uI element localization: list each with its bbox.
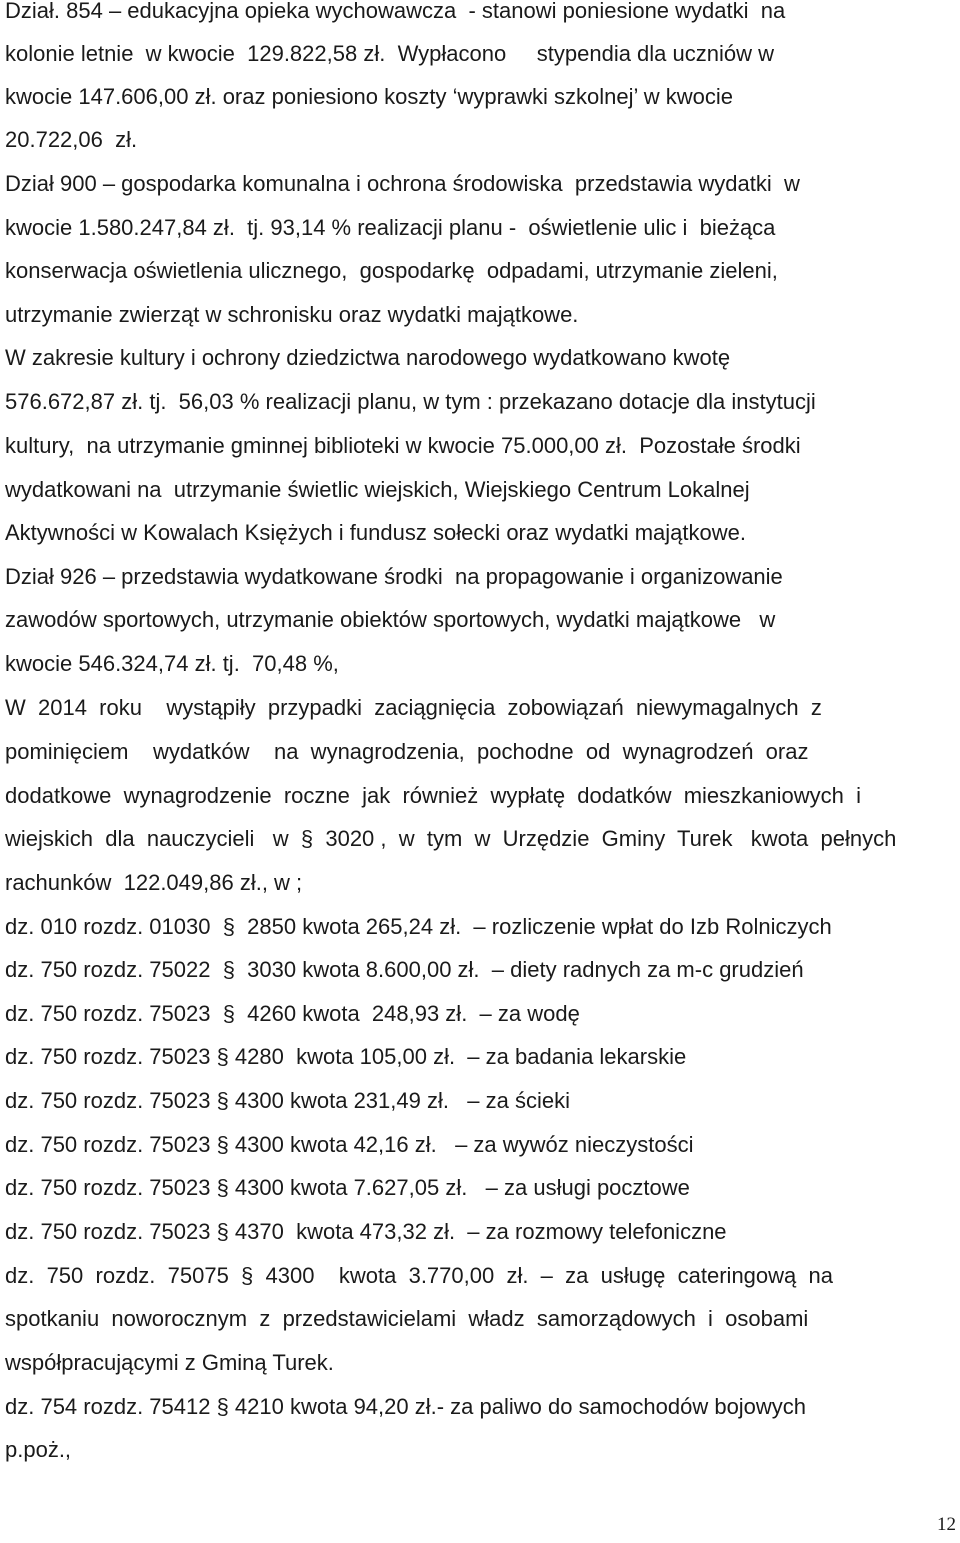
text-line: kultury, na utrzymanie gminnej biblioteki w kwocie 75.000,00 zł. Pozostałe środki (5, 433, 801, 458)
text-line: wydatkowani na utrzymanie świetlic wiejskich, Wiejskiego Centrum Lokalnej (5, 477, 750, 502)
page-number: 12 (937, 1514, 956, 1535)
text-line: kwocie 147.606,00 zł. oraz poniesiono koszty ‘wyprawki szkolnej’ w kwocie (5, 84, 733, 109)
text-line: dz. 750 rozdz. 75023 § 4300 kwota 7.627,05 zł. – za usługi pocztowe (5, 1175, 690, 1200)
text-line: 20.722,06 zł. (5, 127, 138, 152)
text-line: zawodów sportowych, utrzymanie obiektów sportowych, wydatki majątkowe w (5, 607, 776, 632)
text-line: Aktywności w Kowalach Księżych i fundusz sołecki oraz wydatki majątkowe. (5, 520, 746, 545)
text-line: Dział 926 – przedstawia wydatkowane środki na propagowanie i organizowanie (5, 564, 783, 589)
text-line: dz. 750 rozdz. 75023 § 4280 kwota 105,00 zł. – za badania lekarskie (5, 1044, 687, 1069)
text-line: dz. 750 rozdz. 75023 § 4370 kwota 473,32 zł. – za rozmowy telefoniczne (5, 1219, 727, 1244)
text-line: dodatkowe wynagrodzenie roczne jak również wypłatę dodatków mieszkaniowych i (5, 783, 861, 808)
text-line: pominięciem wydatków na wynagrodzenia, pochodne od wynagrodzeń oraz (5, 739, 809, 764)
text-line: kolonie letnie w kwocie 129.822,58 zł. Wypłacono stypendia dla uczniów w (5, 41, 775, 66)
text-line: dz. 754 rozdz. 75412 § 4210 kwota 94,20 zł.- za paliwo do samochodów bojowych (5, 1394, 807, 1419)
text-line: kwocie 1.580.247,84 zł. tj. 93,14 % realizacji planu - oświetlenie ulic i bieżąca (5, 215, 776, 240)
text-line: rachunków 122.049,86 zł., w ; (5, 870, 303, 895)
text-line: konserwacja oświetlenia ulicznego, gospodarkę odpadami, utrzymanie zieleni, (5, 258, 778, 283)
text-line: dz. 750 rozdz. 75023 § 4260 kwota 248,93 zł. – za wodę (5, 1001, 580, 1026)
text-line: kwocie 546.324,74 zł. tj. 70,48 %, (5, 651, 339, 676)
text-line: dz. 750 rozdz. 75023 § 4300 kwota 42,16 zł. – za wywóz nieczystości (5, 1132, 694, 1157)
text-line: p.poż., (5, 1437, 72, 1462)
text-line: dz. 750 rozdz. 75075 § 4300 kwota 3.770,00 zł. – za usługę cateringową na (5, 1263, 833, 1288)
text-line: Dział 900 – gospodarka komunalna i ochrona środowiska przedstawia wydatki w (5, 171, 800, 196)
text-line: spotkaniu noworocznym z przedstawicielami władz samorządowych i osobami (5, 1306, 809, 1331)
text-line: utrzymanie zwierząt w schronisku oraz wydatki majątkowe. (5, 302, 579, 327)
text-line: dz. 750 rozdz. 75022 § 3030 kwota 8.600,00 zł. – diety radnych za m-c grudzień (5, 957, 804, 982)
text-line: 576.672,87 zł. tj. 56,03 % realizacji planu, w tym : przekazano dotacje dla instytucji (5, 389, 816, 414)
text-line: wiejskich dla nauczycieli w § 3020 , w tym w Urzędzie Gminy Turek kwota pełnych (5, 826, 897, 851)
text-line: współpracującymi z Gminą Turek. (5, 1350, 334, 1375)
text-line: W 2014 roku wystąpiły przypadki zaciągnięcia zobowiązań niewymagalnych z (5, 695, 822, 720)
text-line: dz. 750 rozdz. 75023 § 4300 kwota 231,49 zł. – za ścieki (5, 1088, 571, 1113)
text-line: W zakresie kultury i ochrony dziedzictwa narodowego wydatkowano kwotę (5, 345, 731, 370)
text-line: dz. 010 rozdz. 01030 § 2850 kwota 265,24 zł. – rozliczenie wpłat do Izb Rolniczych (5, 914, 832, 939)
text-line: Dział. 854 – edukacyjna opieka wychowawcza - stanowi poniesione wydatki na (5, 0, 786, 23)
